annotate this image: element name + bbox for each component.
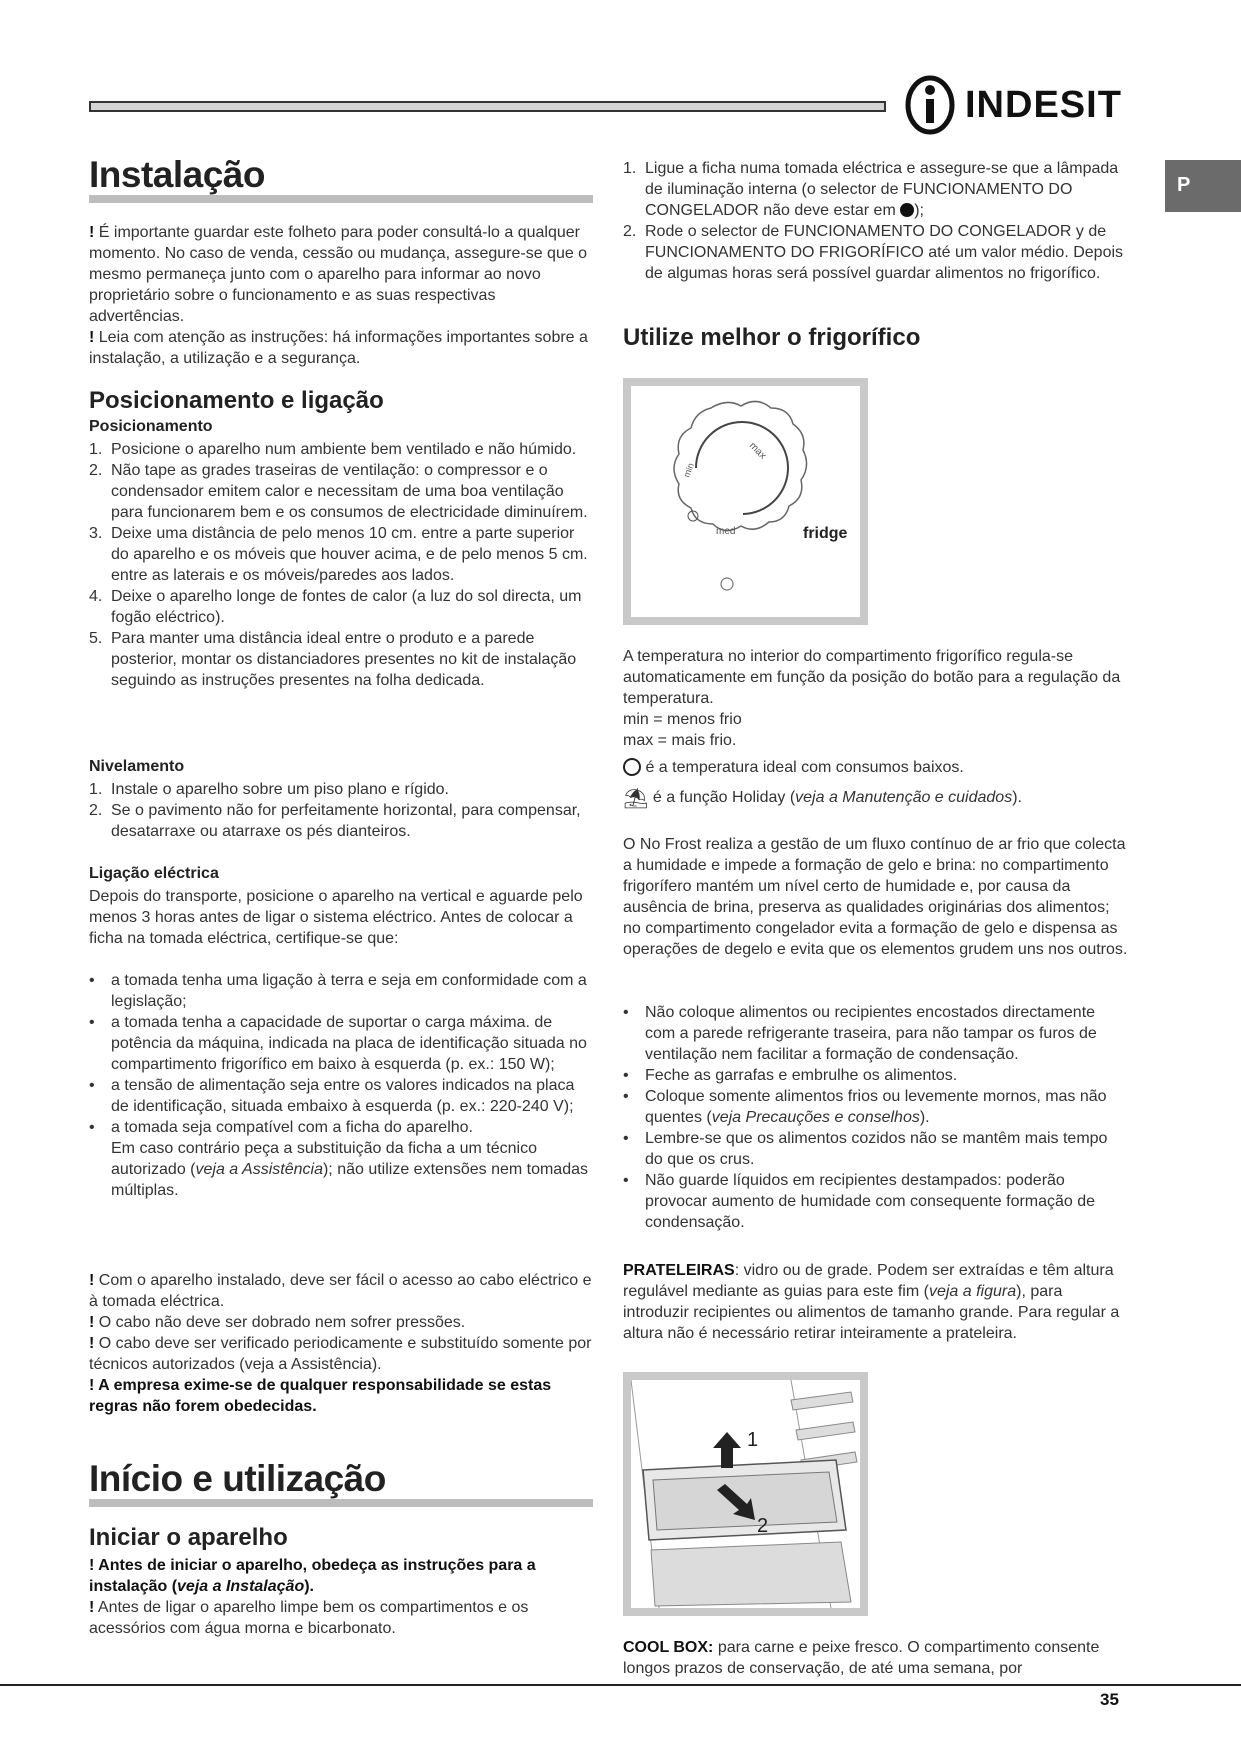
eco-icon [623,758,641,776]
electric-warnings [89,1270,594,1417]
startup-note: ! Antes de ligar o aparelho limpe bem os compartimentos e os acessórios com água morna e bicarbonato. [89,1599,529,1637]
shelves-text: PRATELEIRAS: vidro ou de grade. Podem ser extraídas e têm altura regulável mediante as guias para este fim (veja a figura), para introduzir recipientes ou alimentos de tamanho grande. Para regular a altura não é necessário retirar inteiramente a prateleira. [623,1262,1120,1342]
step-1-label: 1 [747,1429,759,1451]
list-item: 4. Deixe o aparelho longe de fontes de calor (a luz do sol directa, um fogão eléctrico). [89,588,582,626]
list-item: • Não guarde líquidos em recipientes destampados: poderão provocar aumento de humidade com consequente formação de condensação. [623,1172,1096,1231]
note-2: ! Leia com atenção as instruções: há informações importantes sobre a instalação, a utilização e a segurança. [89,329,588,367]
freezer-dot-icon [900,203,914,217]
startup-subtitle: Iniciar o aparelho [89,1524,288,1551]
installation-title: Instalação [89,154,265,195]
shelf-diagram-icon [631,1380,860,1608]
warning: ! O cabo não deve ser dobrado nem sofrer pressões. [89,1314,466,1331]
brand-name: INDESIT [965,84,1122,126]
startup-text [89,1555,594,1639]
svg-text:med: med [716,526,736,537]
leveling-list [89,779,594,842]
startup-bold-note: ! Antes de iniciar o aparelho, obedeça as instruções para a instalação (veja a Instalação). [89,1557,536,1595]
page-number: 35 [1100,1690,1119,1709]
list-item: 5. Para manter uma distância ideal entre o produto e a parede posterior, montar os distanciadores presentes no kit de instalação seguindo as instruções presentes na folha dedicada. [89,630,577,689]
footer-rule [0,1684,1241,1686]
list-item: • Não coloque alimentos ou recipientes encostados directamente com a parede refrigerante traseira, para não tampar os furos de ventilação nem facilitar a formação de condensação. [623,1004,1097,1063]
warning: ! O cabo deve ser verificado periodicamente e substituído somente por técnicos autorizados (veja a Assistência). [89,1335,592,1373]
list-item: 1. Instale o aparelho sobre um piso plano e rígido. [89,781,449,798]
electric-subtitle: Ligação eléctrica [89,865,219,882]
list-item: • a tomada tenha uma ligação à terra e seja em conformidade com a legislação; [89,972,587,1010]
list-item: 2. Não tape as grades traseiras de ventilação: o compressor e o condensador emitem calor e necessitam de uma boa ventilação para funcionarem bem e os consumos de electricidade diminuírem. [89,462,588,521]
shelf-figure [623,1372,868,1616]
startup-title: Início e utilização [89,1458,386,1499]
list-item: • Lembre-se que os alimentos cozidos não se mantêm mais tempo do que os crus. [623,1130,1108,1168]
electric-intro: Depois do transporte, posicione o aparelho na vertical e aguarde pelo menos 3 horas antes de ligar o sistema eléctrico. Antes de colocar a ficha na tomada eléctrica, certifique-se que: [89,888,583,947]
electric-bullets [89,970,594,1201]
best-use-title: Utilize melhor o frigorífico [623,324,921,351]
title-rule [89,1499,593,1507]
list-item: • a tensão de alimentação seja entre os valores indicados na placa de identificação, situada embaixo à esquerda (p. ex.: 220-240 V); [89,1077,575,1115]
list-item: • Feche as garrafas e embrulhe os alimentos. [623,1067,958,1084]
step-2-label: 2 [757,1515,769,1537]
list-item: • a tomada tenha a capacidade de suportar o carga máxima. de potência da máquina, indicada na placa de identificação situada no compartimento frigorífico em baixo à esquerda (p. ex.: 150 W); [89,1014,587,1073]
eco-line: é a temperatura ideal com consumos baixos. [623,757,1128,778]
leveling-subtitle: Nivelamento [89,758,185,775]
header-rule [89,101,886,112]
svg-text:max: max [746,440,769,462]
language-tab: P [1165,160,1241,212]
list-item: 1. Ligue a ficha numa tomada eléctrica e assegure-se que a lâmpada de iluminação interna (o selector de FUNCIONAMENTO DO CONGELADOR não deve estar em ); [623,160,1119,219]
holiday-umbrella-icon: ⛱ [623,788,649,810]
list-item: 3. Deixe uma distância de pelo menos 10 cm. entre a parte superior do aparelho e os móveis que houver acima, e de pelo menos 5 cm. entre as laterais e os móveis/paredes aos lados. [89,525,588,584]
thermostat-figure [623,378,868,625]
installation-notes [89,222,594,369]
thermostat-dial-icon [631,386,860,617]
list-item: 2. Rode o selector de FUNCIONAMENTO DO CONGELADOR y de FUNCIONAMENTO DO FRIGORÍFICO até um valor médio. Depois de algumas horas será possível guardar alimentos no frigorífico. [623,223,1124,282]
positioning-list [89,439,594,691]
list-item: 2. Se o pavimento não for perfeitamente horizontal, para compensar, desatarraxe ou atarraxe os pés dianteiros. [89,802,581,840]
positioning-title: Posicionamento e ligação [89,387,384,414]
positioning-subtitle: Posicionamento [89,418,213,435]
list-item: • a tomada seja compatível com a ficha do aparelho. Em caso contrário peça a substituição da ficha a um técnico autorizado (veja a Assistência); não utilize extensões nem tomadas múltiplas. [89,1119,588,1199]
temperature-text: A temperatura no interior do compartimento frigorífico regula-se automaticamente em função da posição do botão para a regulação da temperatura. min = menos frio max = mais frio. [623,648,1121,749]
title-rule [89,195,593,203]
startup-steps [623,158,1128,284]
list-item: • Coloque somente alimentos frios ou levemente mornos, mas não quentes (veja Precauções e conselhos). [623,1088,1107,1126]
dial-label: fridge [803,525,848,542]
list-item: 1. Posicione o aparelho num ambiente bem ventilado e não húmido. [89,441,577,458]
coolbox-text: COOL BOX: para carne e peixe fresco. O compartimento consente longos prazos de conservação, de até uma semana, por [623,1639,1100,1677]
warning: ! Com o aparelho instalado, deve ser fácil o acesso ao cabo eléctrico e à tomada eléctrica. [89,1272,592,1310]
svg-text:min: min [681,461,696,479]
storage-bullets [623,1002,1128,1233]
bold-warning: ! A empresa exime-se de qualquer responsabilidade se estas regras não forem obedecidas. [89,1377,552,1415]
holiday-line: ⛱ é a função Holiday (veja a Manutenção e cuidados). [623,788,1022,810]
note-1: ! É importante guardar este folheto para poder consultá-lo a qualquer momento. No caso de venda, cessão ou mudança, assegure-se que o mesmo permaneça junto com o aparelho para informar ao novo proprietário sobre o funcionamento e as suas respectivas advertências. [89,224,588,325]
nofrost-text: O No Frost realiza a gestão de um fluxo contínuo de ar frio que colecta a humidade e impede a formação de gelo e brina: no compartimento frigorífero mantém um nível certo de humidade e, por causa da ausência de brina, preserva as qualidades originárias dos alimentos; no compartimento congelador evita a formação de gelo e dispensa as operações de degelo e evita que os elementos grudem uns nos outros. [623,836,1128,958]
